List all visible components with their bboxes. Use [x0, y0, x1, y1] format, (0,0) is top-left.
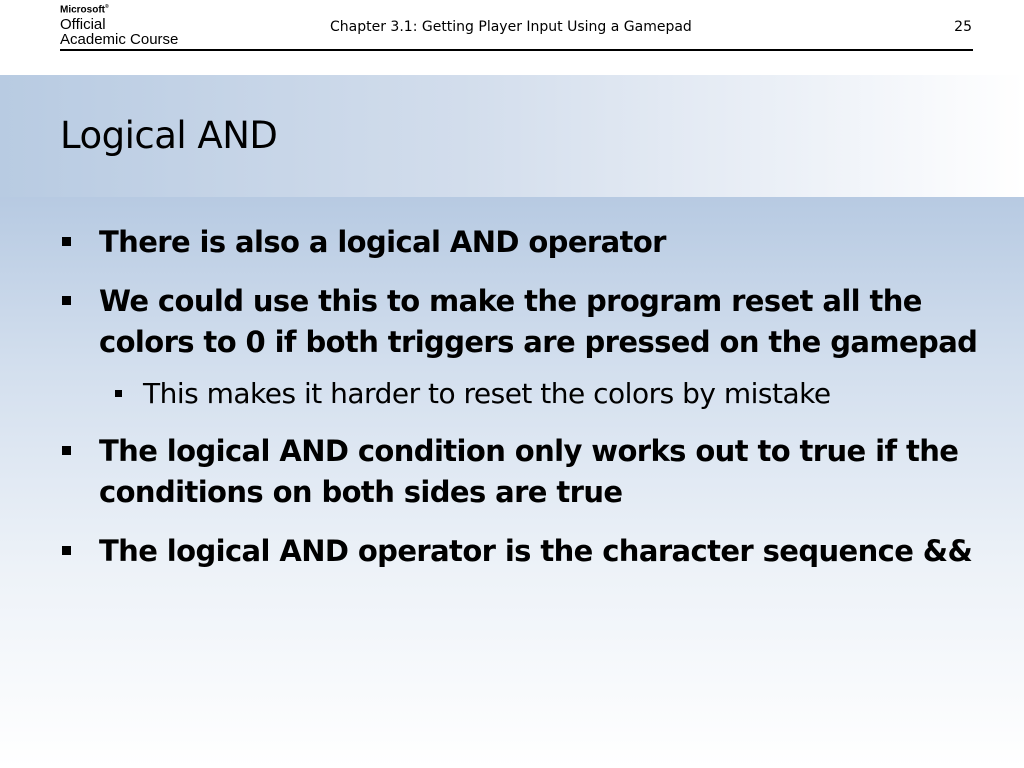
sub-bullet-item: [60, 374, 995, 414]
bullet-item: [60, 222, 995, 263]
sub-bullet-text: This makes it harder to reset the colors by mistake: [143, 377, 831, 410]
logo-line-2: Academic Course: [60, 31, 179, 49]
logo-brand: Microsoft®: [60, 4, 109, 16]
header-divider: [60, 49, 973, 51]
page-number: 25: [954, 19, 972, 35]
chapter-title: Chapter 3.1: Getting Player Input Using a Gamepad: [330, 19, 692, 35]
bullet-text: The logical AND operator is the character sequence &&: [99, 534, 973, 568]
square-bullet-icon: [62, 237, 71, 246]
microsoft-official-academic-course-logo: [60, 5, 178, 47]
logo-line-1: Official: [60, 16, 106, 34]
bullet-item: [60, 531, 995, 572]
bullet-list: [60, 222, 995, 590]
bullet-text: We could use this to make the program reset all the colors to 0 if both triggers are pressed on the gamepad: [99, 284, 978, 359]
bullet-text: The logical AND condition only works out to true if the conditions on both sides are true: [99, 434, 959, 509]
square-bullet-icon: [62, 446, 71, 455]
bullet-item: [60, 431, 995, 513]
bullet-item: [60, 281, 995, 363]
square-bullet-icon: [115, 390, 122, 397]
square-bullet-icon: [62, 296, 71, 305]
slide-title: Logical AND: [60, 114, 278, 157]
bullet-text: There is also a logical AND operator: [99, 225, 666, 259]
square-bullet-icon: [62, 546, 71, 555]
